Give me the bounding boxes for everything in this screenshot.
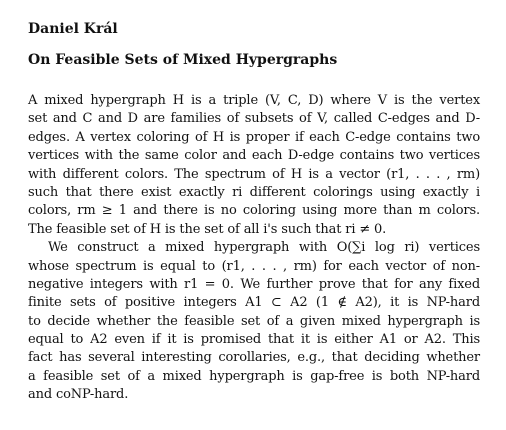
abstract-line: with different colors. The spectrum of H is a vector (r1, . . . , rm)	[28, 166, 480, 182]
abstract-line: set and C and D are families of subsets of V, called C-edges and D-	[28, 111, 480, 127]
abstract-line: such that there exist exactly ri different colorings using exactly i	[28, 184, 480, 200]
abstract-line: whose spectrum is equal to (r1, . . . , rm) for each vector of non-	[28, 258, 480, 274]
abstract-line: to decide whether the feasible set of a given mixed hypergraph is	[28, 313, 480, 329]
abstract-line: fact has several interesting corollaries, e.g., that deciding whether	[28, 350, 480, 366]
abstract-line: and coNP-hard.	[28, 387, 129, 403]
abstract-line: edges. A vertex coloring of H is proper if each C-edge contains two	[28, 129, 480, 145]
abstract-line: The feasible set of H is the set of all i's such that ri ≠ 0.	[28, 221, 387, 237]
abstract-line: negative integers with r1 = 0. We further prove that for any fixed	[28, 276, 480, 292]
abstract-line: equal to A2 even if it is promised that it is either A1 or A2. This	[28, 332, 480, 348]
abstract-line: finite sets of positive integers A1 ⊂ A2 (1 ∉ A2), it is NP-hard	[28, 295, 480, 311]
abstract	[28, 92, 480, 405]
abstract-line: a feasible set of a mixed hypergraph is gap-free is both NP-hard	[28, 368, 480, 384]
author-name: Daniel Král	[28, 21, 118, 37]
abstract-line: colors, rm ≥ 1 and there is no coloring using more than m colors.	[28, 203, 480, 219]
paper-title: On Feasible Sets of Mixed Hypergraphs	[28, 52, 338, 68]
abstract-line: We construct a mixed hypergraph with O(∑i log ri) vertices	[48, 240, 480, 256]
abstract-line: vertices with the same color and each D-edge contains two vertices	[28, 148, 480, 164]
abstract-line: A mixed hypergraph H is a triple (V, C, D) where V is the vertex	[28, 93, 480, 108]
